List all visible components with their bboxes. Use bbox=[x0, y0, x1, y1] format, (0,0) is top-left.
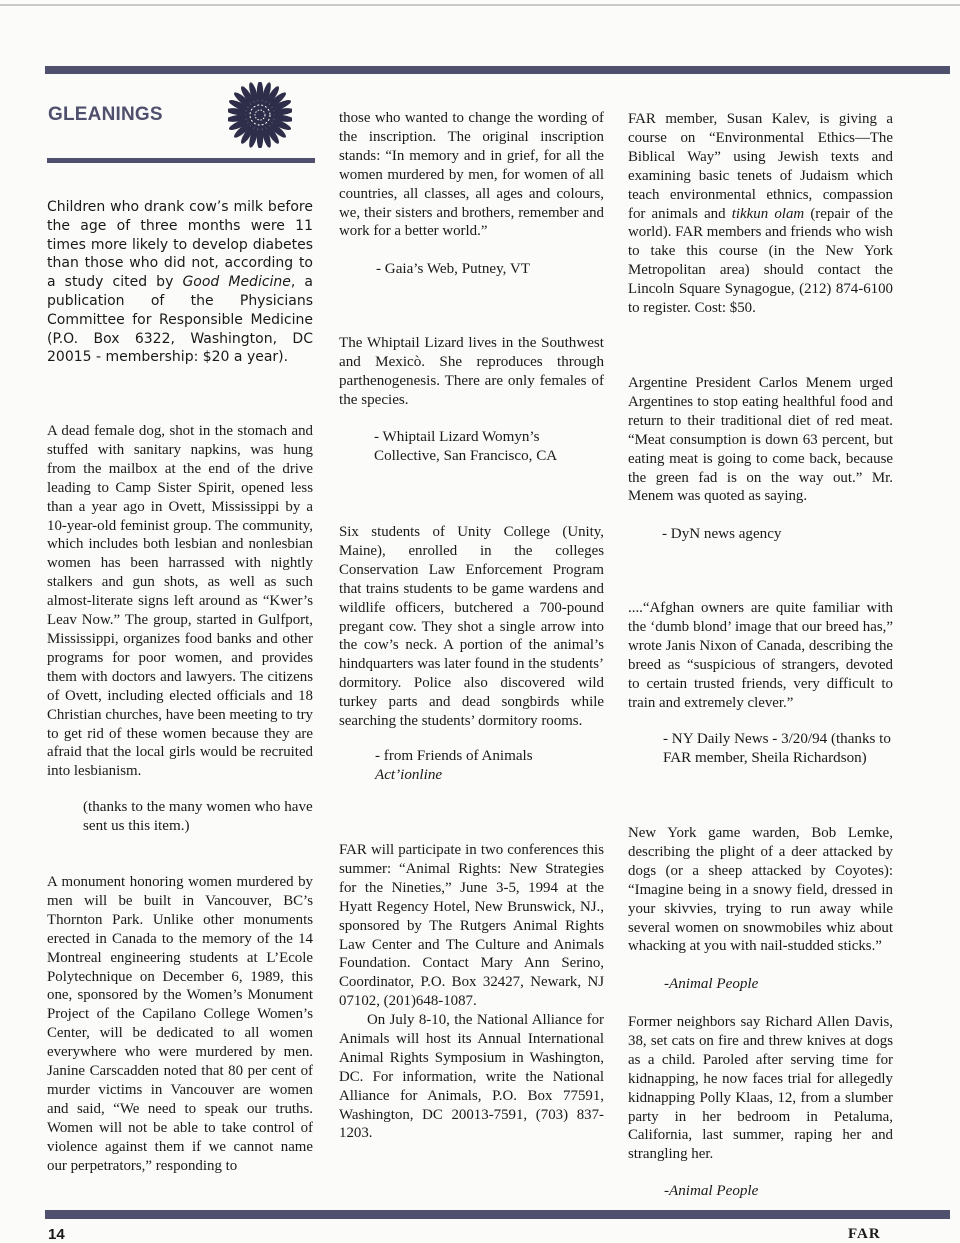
source-friends-of-animals: - from Friends of Animals Act’ionline bbox=[375, 748, 533, 783]
item-richard-allen-davis: Former neighbors say Richard Allen Davis, 38, set cats on fire and threw knives at dogs as a child. Paroled after serving time for kidnapping, he now faces trial for allegedly kidnapping Polly Klaas, 12, from a slumber party in her bedroom in Petaluma, California, last summer, raping her and strangling her. bbox=[628, 1014, 893, 1163]
item-afghan-owners: ....“Afghan owners are quite familiar with the ‘dumb blond’ image that our breed has,” wrote Janis Nixon of Canada, describing the breed as “suspicious of strangers, devoted to certain trusted friends, very difficult to train and extremely clever.” bbox=[628, 600, 893, 711]
source-whiptail-collective: - Whiptail Lizard Womyn’s Collective, San Francisco, CA bbox=[374, 429, 558, 464]
heading-rule bbox=[47, 158, 315, 163]
item-unity-college: Six students of Unity College (Unity, Maine), enrolled in the colleges Conservation Law Enforcement Program that trains students to be game wardens and wildlife officers, butchered a 700-pound pregant cow. They shot a single arrow into the cow’s neck. A portion of the animal’s hindquarters was later found in the students’ dormitory. Police also discovered wild turkey parts and dead songbirds while searching the students’ dormitory rooms. bbox=[339, 524, 604, 730]
section-heading: GLEANINGS bbox=[48, 104, 163, 125]
bottom-rule bbox=[45, 1210, 950, 1219]
source-ny-daily-news: - NY Daily News - 3/20/94 (thanks to FAR member, Sheila Richardson) bbox=[663, 731, 891, 766]
source-animal-people-2: -Animal People bbox=[664, 1183, 759, 1199]
item-vancouver-monument-cont: those who wanted to change the wording of the inscription. The original inscription stands: “In memory and in grief, for all the women murdered by men, for women of all countries, all classes, all ages and colours, we, their sisters and brothers, remember and work for a better world.” bbox=[339, 110, 604, 240]
item-symposium: On July 8-10, the National Alliance for Animals will host its Annual International Animal Rights Symposium in Washington, DC. For information, write the National Alliance for Animals, P.O. Box 77591, Washington, DC 20013-7591, (703) 837-1203. bbox=[339, 1012, 604, 1142]
source-animal-people-1: -Animal People bbox=[664, 976, 759, 992]
top-rule bbox=[45, 66, 950, 74]
item-vancouver-monument: A monument honoring women murdered by men will be built in Vancouver, BC’s Thornton Park. Unlike other monuments erected in Canada to the memory of the 14 Montreal engineering students at L’Ecole Polytechnique on December 6, 1989, this one, sponsored by the Women’s Monument Project of the Capilano College Women’s Center, will be dedicated to all women everywhere who were murdered by men. Janine Carscadden noted that 80 per cent of murder victims in Vancouver are women and said, “We need to speak our truths. Women will not be able to take control of violence against them if we cannot name our perpetrators,” responding to bbox=[47, 874, 313, 1174]
footer-mark: FAR bbox=[848, 1226, 881, 1242]
item-environmental-ethics: FAR member, Susan Kalev, is giving a course on “Environmental Ethics—The Biblical Way” using Jewish texts and examining basic tenets of Judaism which teach environmental ethnics, compassion for animals and tikkun olam (repair of the world). FAR members and friends who wish to take this course (in the New York Metropolitan area) should contact the Lincoln Square Synagogue, (212) 874-6100 to register. Cost: $50. bbox=[628, 111, 894, 317]
item-game-warden: New York game warden, Bob Lemke, describing the plight of a deer attacked by dogs (or a sheep attacked by Coyotes): “Imagine being in a snowy field, dressed in your skivvies, trying to run away while several women on snowmobiles whiz about whacking at you with nail-studded sticks.” bbox=[628, 825, 893, 955]
scan-edge-line bbox=[0, 4, 960, 6]
daisy-flower-icon bbox=[228, 82, 292, 148]
item-menem-meat: Argentine President Carlos Menem urged Argentines to stop eating healthful food and return to their traditional diet of red meat. “Meat consumption is down 63 percent, but eating meat is going to come back, because the green fad is on the way out.” Mr. Menem was quoted as saying. bbox=[628, 375, 893, 505]
page-number: 14 bbox=[48, 1226, 65, 1243]
source-dyn-news: - DyN news agency bbox=[662, 526, 782, 542]
item-whiptail-lizard: The Whiptail Lizard lives in the Southwest and Mexicò. She reproduces through parthenogenesis. There are only females of the species. bbox=[339, 335, 604, 408]
item-diabetes-study: Children who drank cow’s milk before the age of three months were 11 times more likely to develop diabetes than those who did not, according to a study cited by Good Medicine, a publication of the Physicians Committee for Responsible Medicine (P.O. Box 6322, Washington, DC 20015 - membership: $20 a year). bbox=[47, 199, 314, 366]
item-conferences: FAR will participate in two conferences this summer: “Animal Rights: New Strategies for the Nineties,” June 3-5, 1994 at the Hyatt Regency Hotel, New Brunswick, NJ., sponsored by The Rutgers Animal Rights Law Center and The Culture and Animals Foundation. Contact Mary Ann Serino, Coordinator, P.O. Box 32427, Newark, NJ 07102, (201)648-1087. bbox=[339, 842, 604, 1010]
item-camp-credit: (thanks to the many women who have sent us this item.) bbox=[83, 799, 313, 834]
item-camp-sister-spirit: A dead female dog, shot in the stomach and stuffed with sanitary napkins, was hung from the mailbox at the end of the drive leading to Camp Sister Spirit, opened less than a year ago in Ovett, Mississippi by a 10-year-old feminist group. The community, which includes both lesbian and nonlesbian women has been harrassed with nightly stalkers and gun shots, as well as such almost-literate signs left around as “Kwer’s Leav Now.” The group, started in Gulfport, Mississippi, organizes food banks and other programs for poor women, and provides them with doctors and lawyers. The citizens of Ovett, including elected officials and 18 Christian churches, have been meeting to try to get rid of these women because they are afraid that the local girls would be recruited into lesbianism. bbox=[47, 423, 313, 780]
source-gaias-web: - Gaia’s Web, Putney, VT bbox=[376, 261, 531, 277]
